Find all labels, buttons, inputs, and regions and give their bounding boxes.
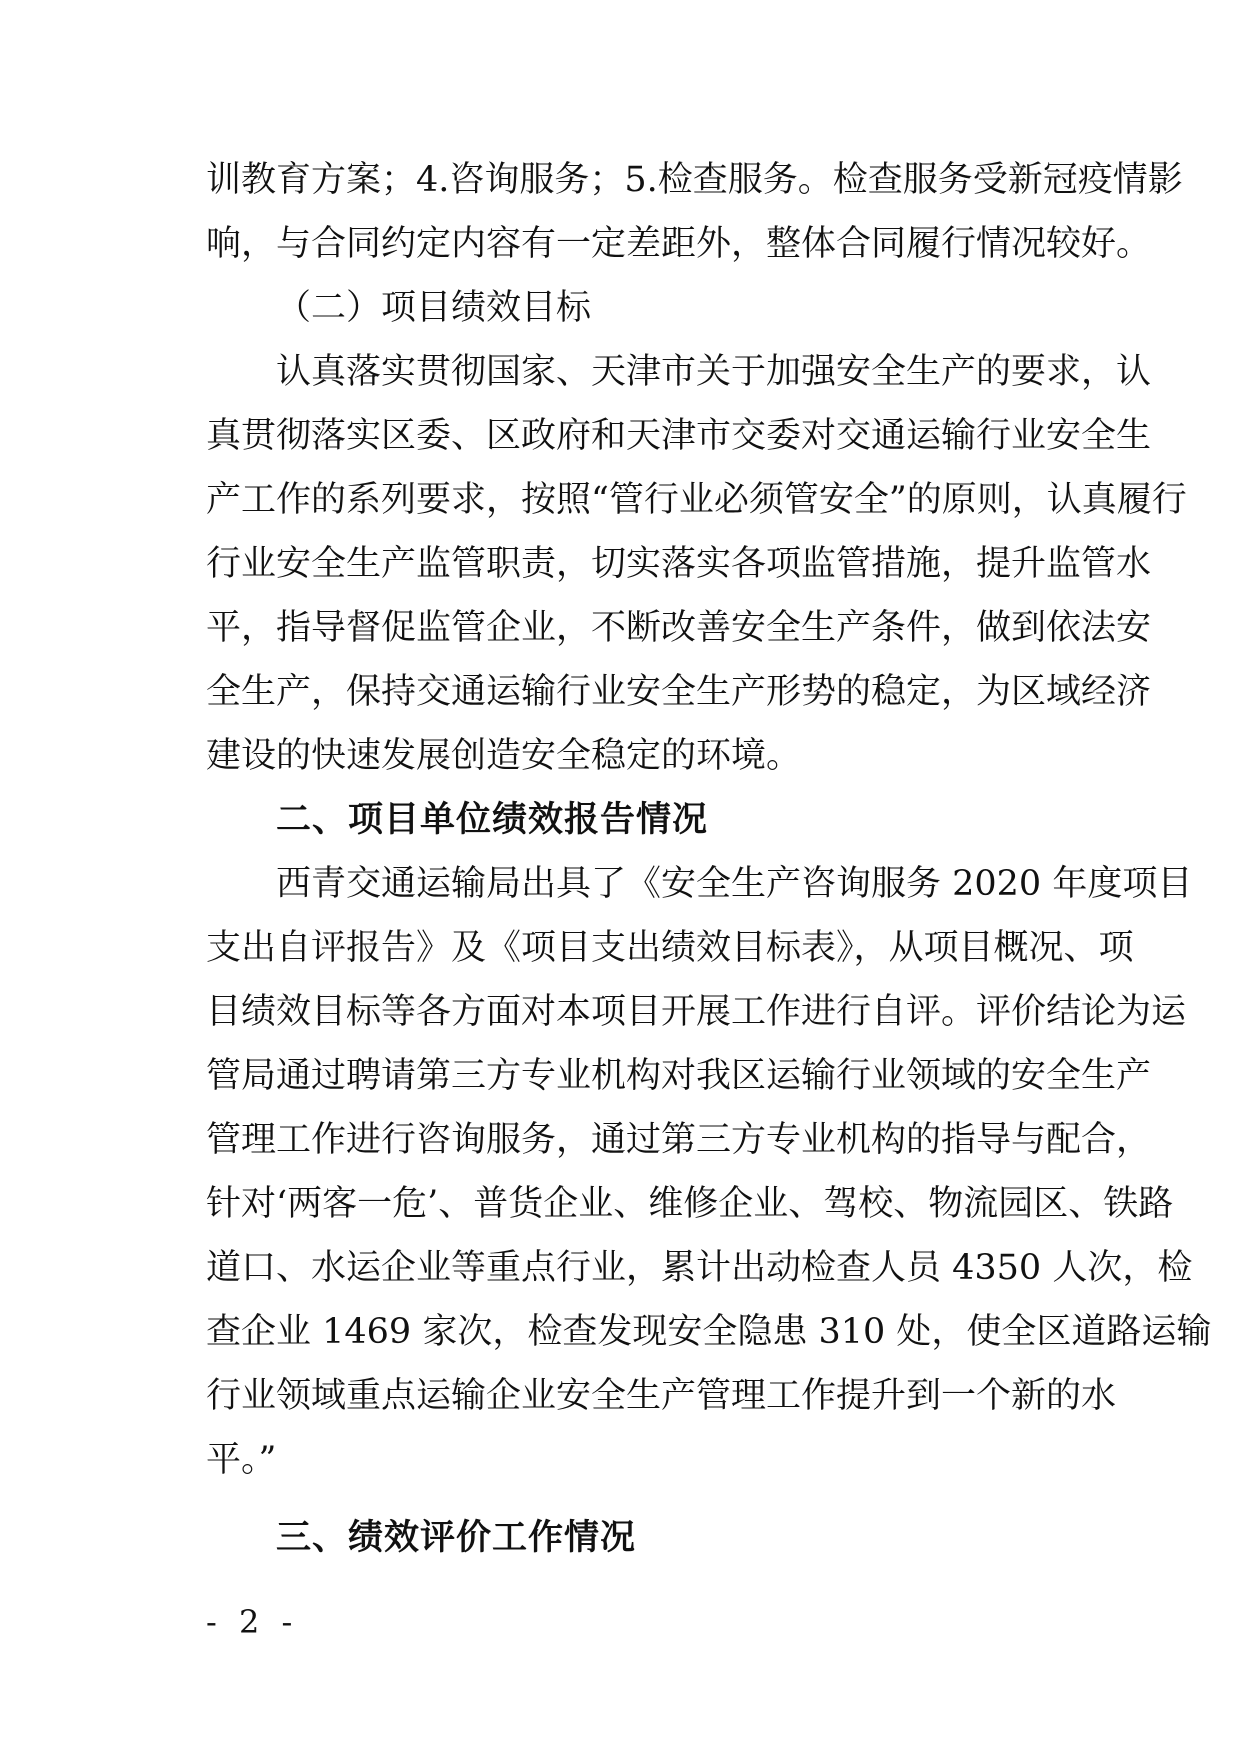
paragraph-3-line-8: 查企业 1469 家次，检查发现安全隐患 310 处，使全区道路运输 (206, 1312, 1212, 1352)
paragraph-3-line-5: 管理工作进行咨询服务，通过第三方专业机构的指导与配合， (206, 1120, 1152, 1160)
section-heading-evaluation-work: 三、绩效评价工作情况 (276, 1518, 637, 1558)
subheading-project-performance-goals: （二）项目绩效目标 (276, 288, 592, 328)
paragraph-2-line-2: 真贯彻落实区委、区政府和天津市交委对交通运输行业安全生 (206, 416, 1152, 456)
document-body (206, 148, 1212, 1570)
paragraph-3-line-10: 平。” (206, 1440, 277, 1480)
paragraph-2-line-4: 行业安全生产监管职责，切实落实各项监管措施，提升监管水 (206, 544, 1152, 584)
page-number: - 2 - (206, 1603, 299, 1641)
paragraph-3-line-2: 支出自评报告》及《项目支出绩效目标表》，从项目概况、项 (206, 928, 1134, 968)
paragraph-3-line-1: 西青交通运输局出具了《安全生产咨询服务 2020 年度项目 (276, 864, 1193, 904)
paragraph-3-line-9: 行业领域重点运输企业安全生产管理工作提升到一个新的水 (206, 1376, 1117, 1416)
paragraph-3-line-3: 目绩效目标等各方面对本项目开展工作进行自评。评价结论为运 (206, 992, 1187, 1032)
section-heading-unit-performance-report: 二、项目单位绩效报告情况 (276, 800, 709, 840)
paragraph-2-line-7: 建设的快速发展创造安全稳定的环境。 (206, 736, 802, 776)
paragraph-2-line-3: 产工作的系列要求，按照“管行业必须管安全”的原则，认真履行 (206, 480, 1187, 520)
paragraph-3-line-4: 管局通过聘请第三方专业机构对我区运输行业领域的安全生产 (206, 1056, 1152, 1096)
paragraph-2-line-6: 全生产，保持交通运输行业安全生产形势的稳定，为区域经济 (206, 672, 1152, 712)
paragraph-3-line-6: 针对‘两客一危’、普货企业、维修企业、驾校、物流园区、铁路 (206, 1184, 1174, 1224)
paragraph-3-line-7: 道口、水运企业等重点行业，累计出动检查人员 4350 人次，检 (206, 1248, 1193, 1288)
paragraph-2-line-1: 认真落实贯彻国家、天津市关于加强安全生产的要求，认 (276, 352, 1152, 392)
paragraph-2-line-5: 平，指导督促监管企业，不断改善安全生产条件，做到依法安 (206, 608, 1152, 648)
paragraph-1-line-2: 响，与合同约定内容有一定差距外，整体合同履行情况较好。 (206, 224, 1152, 264)
paragraph-1-line-1: 训教育方案；4.咨询服务；5.检查服务。检查服务受新冠疫情影 (206, 160, 1183, 200)
